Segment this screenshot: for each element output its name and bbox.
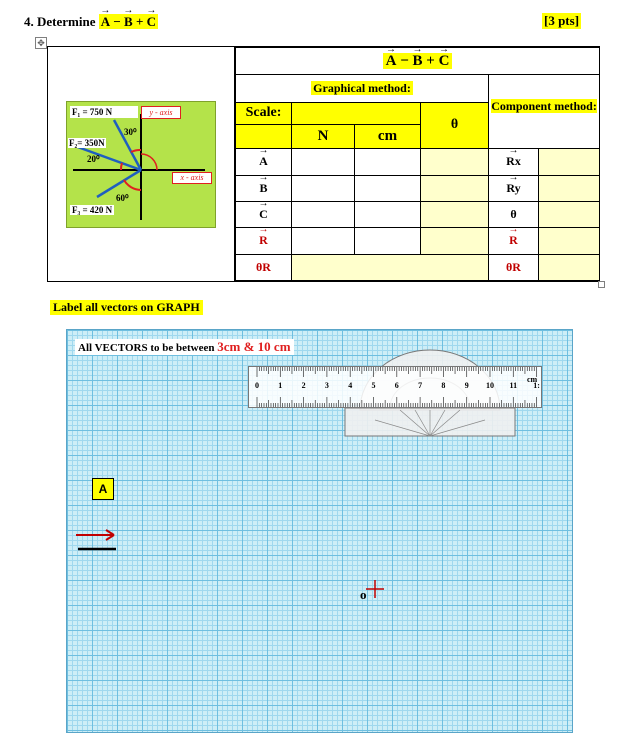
vector-length-note xyxy=(75,339,294,355)
comp-r-label xyxy=(489,228,539,254)
col-n-header: N xyxy=(292,124,355,148)
ruler-unit: cm xyxy=(527,375,538,384)
angle-60-label: 60⁰ xyxy=(116,193,129,203)
title-vector-b: → B xyxy=(413,53,423,70)
ruler-number: 2 xyxy=(301,381,306,390)
ruler-number: 3 xyxy=(324,381,329,390)
row-b-text: → B xyxy=(259,181,267,196)
table-title xyxy=(236,48,600,75)
col-cm-header: cm xyxy=(355,124,421,148)
ruler-number: 11 xyxy=(509,381,518,390)
cell-comp-r[interactable] xyxy=(539,228,600,254)
comp-ry-label xyxy=(489,175,539,201)
title-minus: − xyxy=(400,52,409,69)
cell-r-cm[interactable] xyxy=(355,228,421,254)
cell-c-theta[interactable] xyxy=(421,201,489,227)
cell-b-theta[interactable] xyxy=(421,175,489,201)
title-vector-a: → A xyxy=(386,53,397,70)
cell-a-cm[interactable] xyxy=(355,149,421,175)
label-instruction: Label all vectors on GRAPH xyxy=(50,300,203,315)
row-theta-r-label: θR xyxy=(236,254,292,280)
force-2-label: F₂= 350N xyxy=(69,138,105,148)
origin-label: o xyxy=(360,587,367,602)
origin-cross-icon xyxy=(366,580,384,598)
scale-label: Scale: xyxy=(236,102,292,124)
determine-label: Determine xyxy=(37,14,96,29)
table-move-handle-icon[interactable]: ✥ xyxy=(35,37,47,49)
y-axis-label: y - axis xyxy=(141,106,181,119)
comp-r-text: → R xyxy=(509,233,518,248)
graphical-method-header xyxy=(236,75,489,102)
question-number: 4. xyxy=(24,14,34,29)
comp-rx-text: → Rx xyxy=(506,154,521,169)
plus-sign: + xyxy=(135,14,144,29)
row-a-text: → A xyxy=(259,154,268,169)
cell-ry[interactable] xyxy=(539,175,600,201)
cell-rx[interactable] xyxy=(539,149,600,175)
vector-a-box: A xyxy=(92,478,114,500)
cell-r-theta[interactable] xyxy=(421,228,489,254)
scale-input[interactable] xyxy=(292,102,421,124)
cell-c-n[interactable] xyxy=(292,201,355,227)
cell-r-n[interactable] xyxy=(292,228,355,254)
table-resize-handle-icon[interactable] xyxy=(598,281,605,288)
comp-theta-label: θ xyxy=(489,201,539,227)
graphical-method-label: Graphical method: xyxy=(313,81,411,96)
vector-arrow-icon xyxy=(74,527,120,553)
ruler-number: 7 xyxy=(418,381,423,390)
force-1-label: F₁ = 750 N xyxy=(70,106,138,118)
ruler[interactable] xyxy=(248,366,542,408)
results-table xyxy=(235,47,600,281)
vector-b: → B xyxy=(124,14,133,30)
cell-theta-r[interactable] xyxy=(292,254,489,280)
ruler-number: 0 xyxy=(255,381,259,390)
angle-30-label: 30⁰ xyxy=(124,127,137,137)
row-r-label xyxy=(236,228,292,254)
comp-ry-text: → Ry xyxy=(506,181,520,196)
minus-sign: − xyxy=(113,14,121,29)
row-c-text: → C xyxy=(259,207,268,222)
ruler-number: 8 xyxy=(441,381,446,390)
component-method-header xyxy=(489,75,600,149)
vector-length-range: 3cm & 10 cm xyxy=(217,339,291,354)
x-axis-label: x - axis xyxy=(172,172,212,184)
ruler-number: 4 xyxy=(348,381,353,390)
theta-header: θ xyxy=(421,102,489,149)
angle-20-label: 20⁰ xyxy=(87,154,100,164)
ruler-number: 9 xyxy=(464,381,469,390)
title-vector-c: → C xyxy=(439,53,450,70)
ruler-number: 1: xyxy=(533,381,540,390)
cell-b-n[interactable] xyxy=(292,175,355,201)
ruler-number: 5 xyxy=(371,381,376,390)
cell-c-cm[interactable] xyxy=(355,201,421,227)
cell-a-n[interactable] xyxy=(292,149,355,175)
cell-comp-theta[interactable] xyxy=(539,201,600,227)
force-3-label: F₃ = 420 N xyxy=(72,205,113,215)
ruler-number: 1 xyxy=(278,381,283,390)
component-method-label: Component method: xyxy=(491,99,597,114)
ruler-number: 10 xyxy=(486,381,494,390)
comp-theta-r-label: θR xyxy=(489,254,539,280)
vector-expression xyxy=(99,14,158,29)
cell-b-cm[interactable] xyxy=(355,175,421,201)
cell-a-theta[interactable] xyxy=(421,149,489,175)
vector-a: → A xyxy=(101,14,110,30)
vector-c: → C xyxy=(147,14,156,30)
points-badge: [3 pts] xyxy=(544,13,580,28)
force-diagram xyxy=(66,101,216,228)
title-plus: + xyxy=(426,52,435,69)
cell-comp-theta-r[interactable] xyxy=(539,254,600,280)
row-r-text: → R xyxy=(259,233,268,248)
question-title xyxy=(24,14,158,30)
ruler-number: 6 xyxy=(394,381,399,390)
vector-length-prefix: All VECTORS to be between xyxy=(78,342,218,354)
